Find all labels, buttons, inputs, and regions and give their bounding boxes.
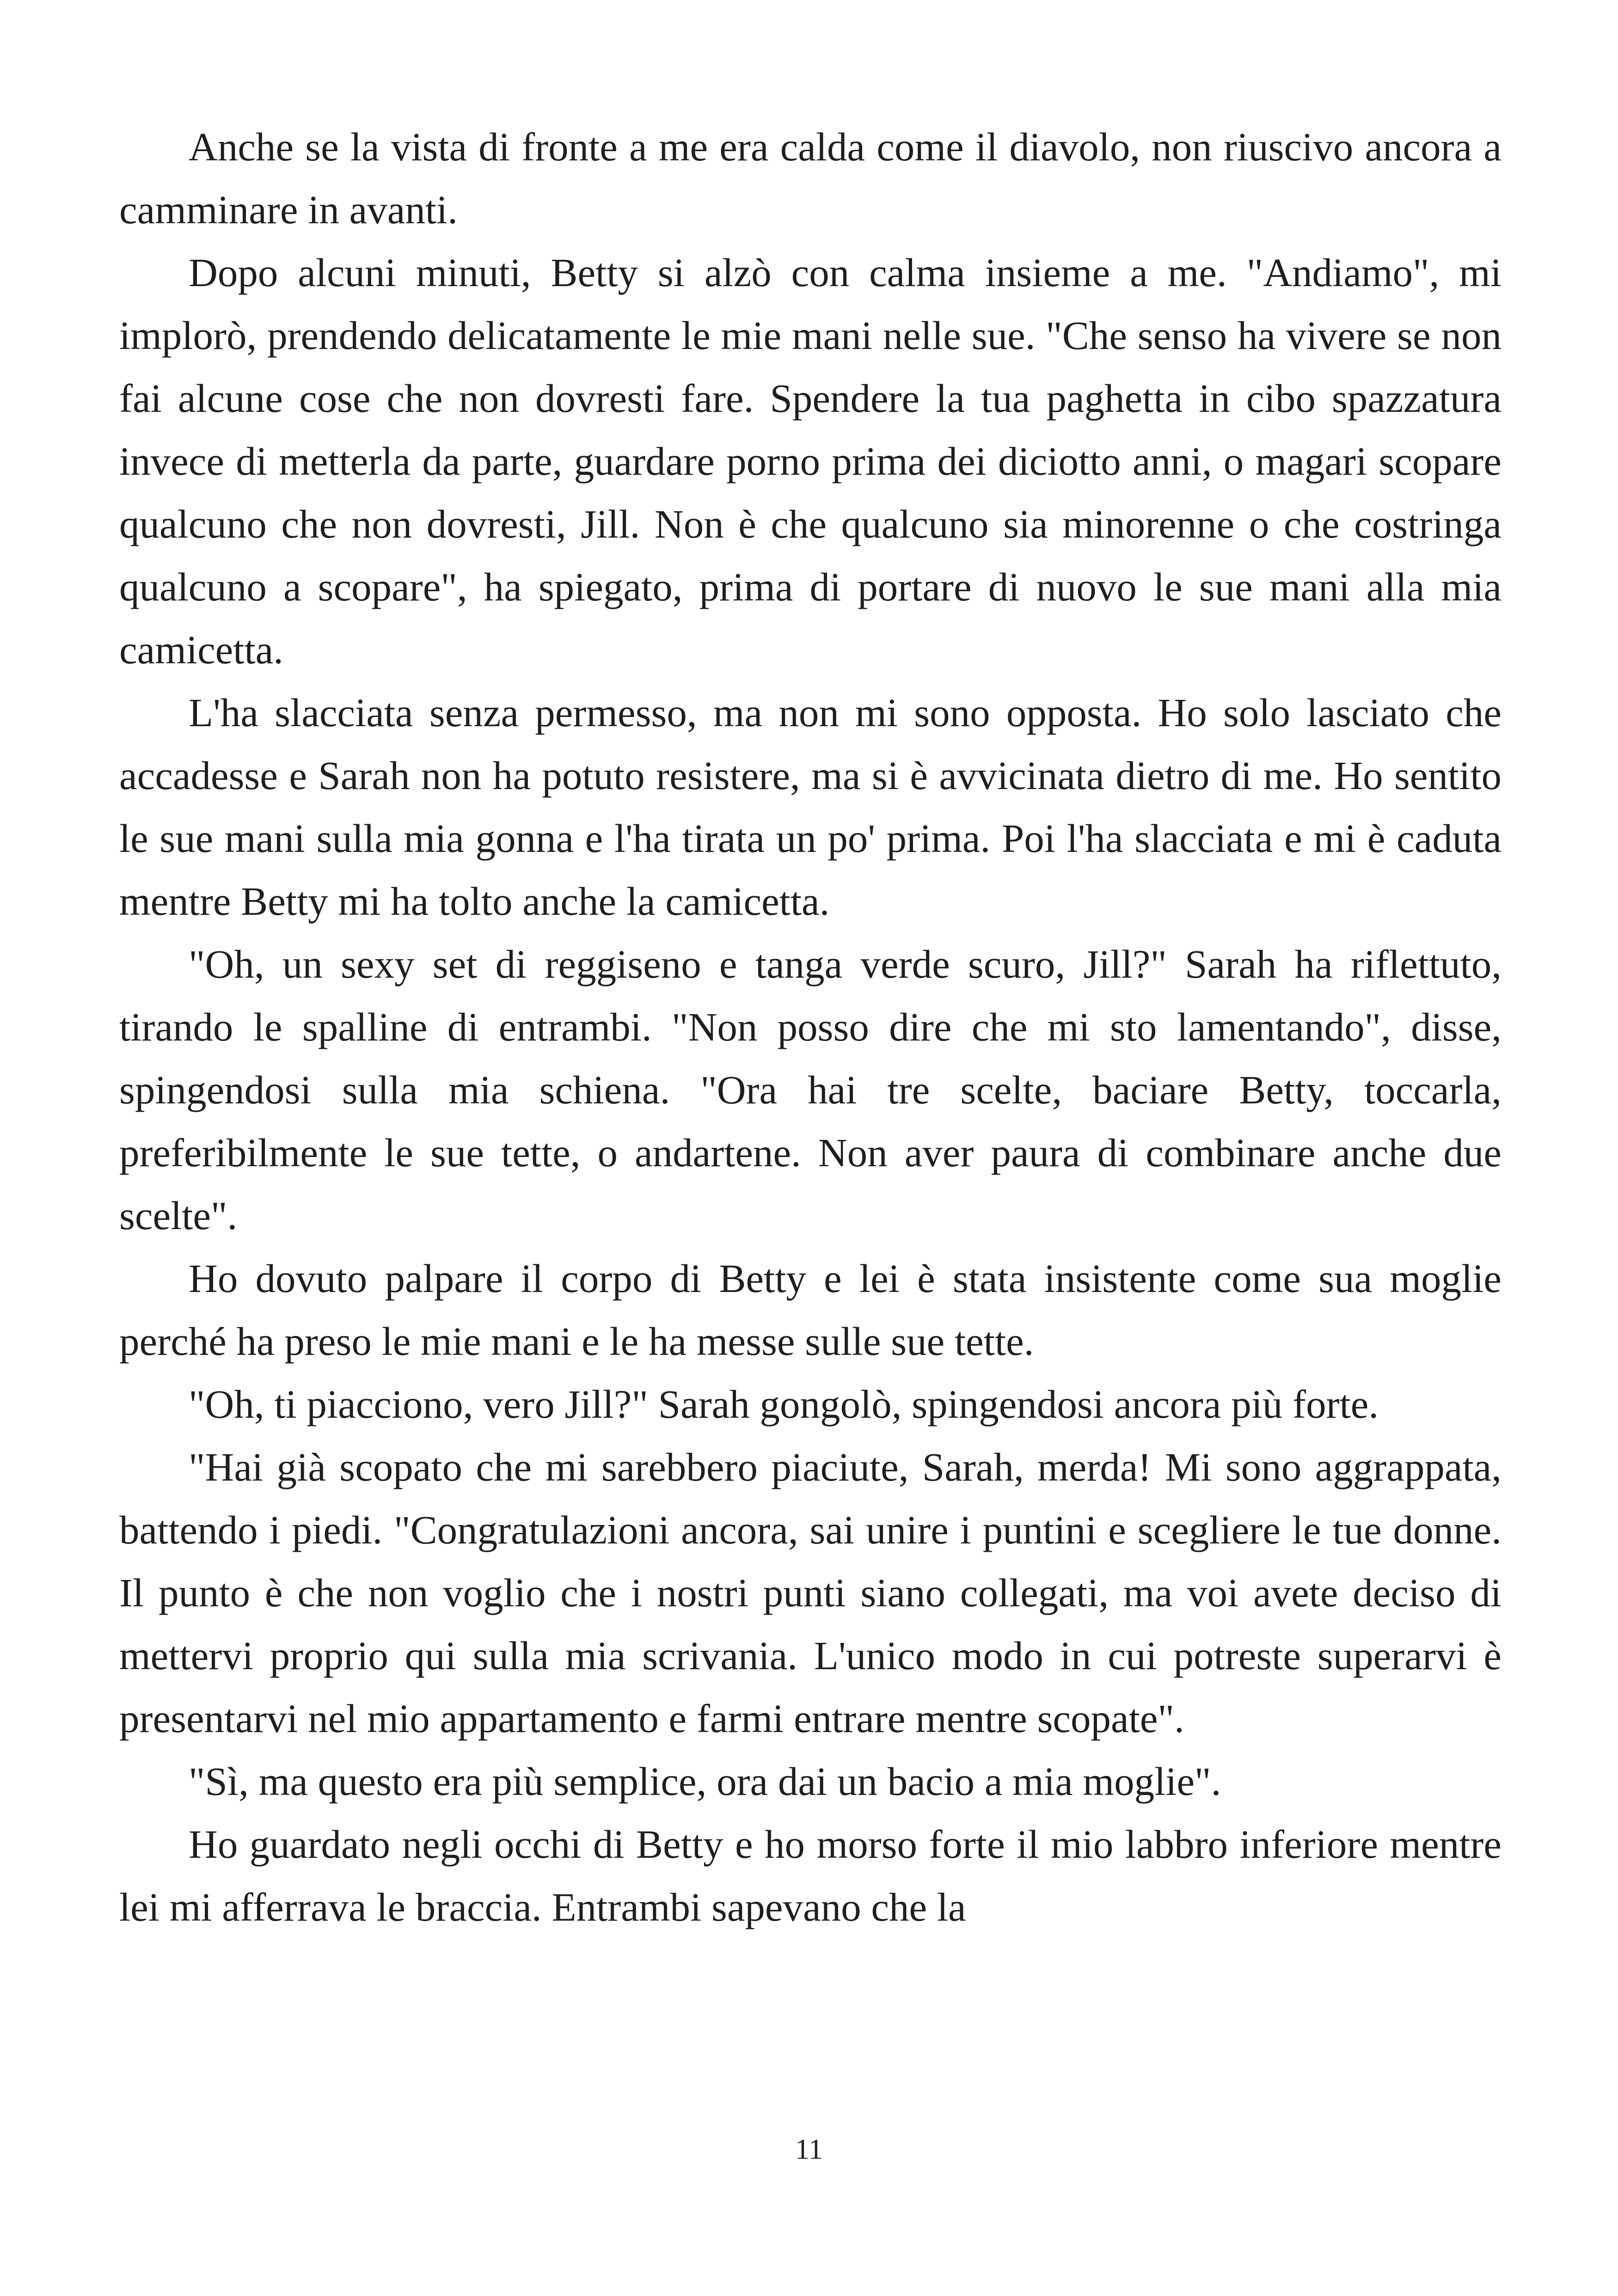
paragraph: Dopo alcuni minuti, Betty si alzò con calma insieme a me. "Andiamo", mi implorò, prendendo delicatamente le mie mani nelle sue. "Che senso ha vivere se non fai alcune cose che non dovresti fare. Spendere la tua paghetta in cibo spazzatura invece di metterla da parte, guardare porno prima dei diciotto anni, o magari scopare qualcuno che non dovresti, Jill. Non è che qualcuno sia minorenne o che costringa qualcuno a scopare", ha spiegato, prima di portare di nuovo le sue mani alla mia camicetta. (119, 250, 1502, 672)
paragraph: Anche se la vista di fronte a me era calda come il diavolo, non riuscivo ancora a camminare in avanti. (119, 124, 1502, 232)
paragraph: Ho guardato negli occhi di Betty e ho morso forte il mio labbro inferiore mentre lei mi afferrava le braccia. Entrambi sapevano che la (119, 1822, 1502, 1929)
page-number: 11 (795, 2134, 823, 2165)
paragraph: "Sì, ma questo era più semplice, ora dai un bacio a mia moglie". (189, 1759, 1221, 1804)
paragraph: Ho dovuto palpare il corpo di Betty e lei è stata insistente come sua moglie perché ha preso le mie mani e le ha messe sulle sue tette. (119, 1256, 1502, 1364)
paragraph: "Hai già scopato che mi sarebbero piaciute, Sarah, merda! Mi sono aggrappata, battendo i piedi. "Congratulazioni ancora, sai unire i puntini e scegliere le tue donne. Il punto è che non voglio che i nostri punti siano collegati, ma voi avete deciso di mettervi proprio qui sulla mia scrivania. L'unico modo in cui potreste superarvi è presentarvi nel mio appartamento e farmi entrare mentre scopate". (119, 1445, 1502, 1741)
paragraph: "Oh, un sexy set di reggiseno e tanga verde scuro, Jill?" Sarah ha riflettuto, tirando le spalline di entrambi. "Non posso dire che mi sto lamentando", disse, spingendosi sulla mia schiena. "Ora hai tre scelte, baciare Betty, toccarla, preferibilmente le sue tette, o andartene. Non aver paura di combinare anche due scelte". (119, 942, 1502, 1238)
paragraph: L'ha slacciata senza permesso, ma non mi sono opposta. Ho solo lasciato che accadesse e Sarah non ha potuto resistere, ma si è avvicinata dietro di me. Ho sentito le sue mani sulla mia gonna e l'ha tirata un po' prima. Poi l'ha slacciata e mi è caduta mentre Betty mi ha tolto anche la camicetta. (119, 690, 1502, 924)
paragraph: "Oh, ti piacciono, vero Jill?" Sarah gongolò, spingendosi ancora più forte. (189, 1382, 1379, 1427)
page-body (119, 116, 1502, 1939)
